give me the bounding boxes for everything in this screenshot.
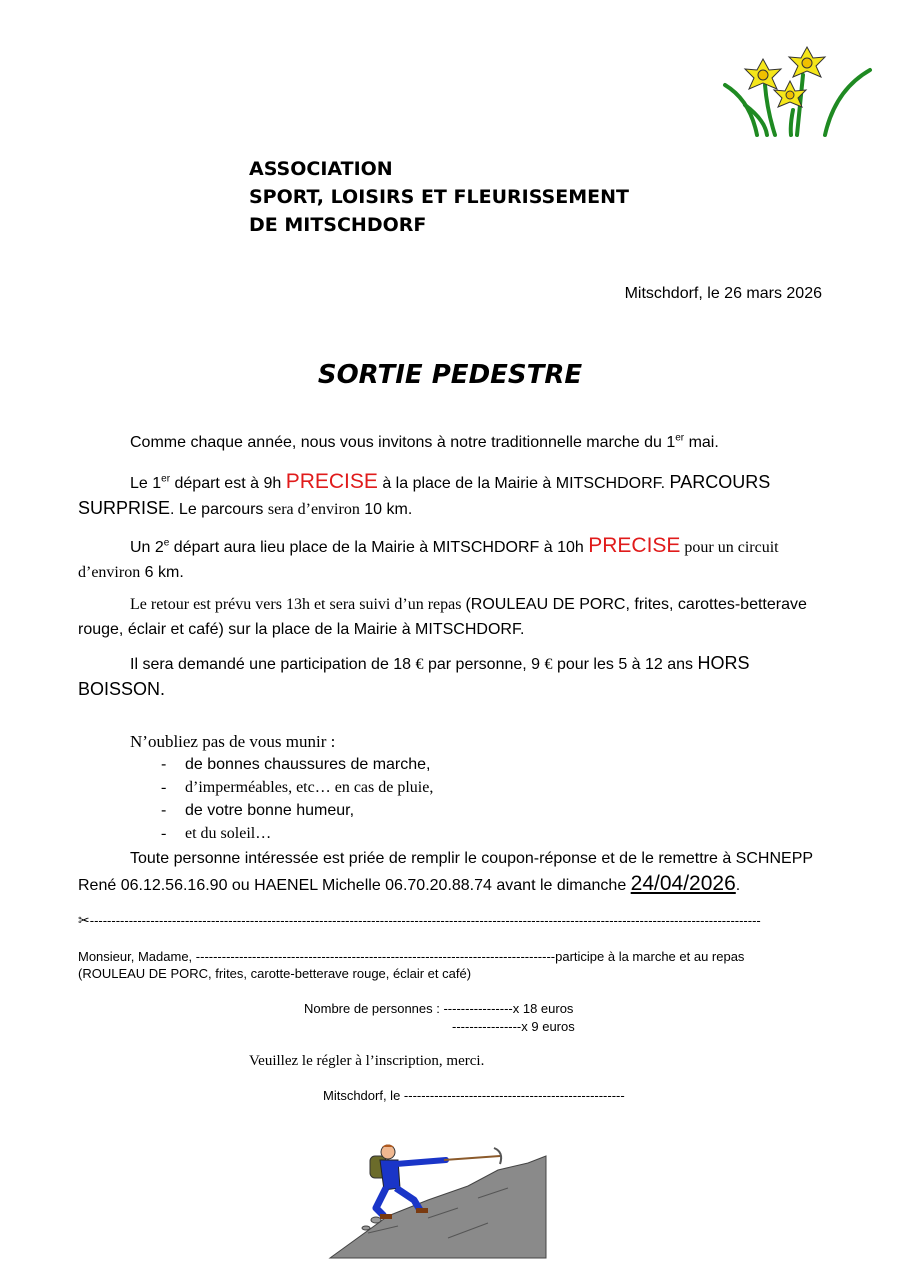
precise-emphasis: PRECISE [285,470,378,493]
list-item: - d’imperméables, etc… en cas de pluie, [161,779,434,796]
header-line-3: DE MITSCHDORF [249,214,427,236]
paragraph-1: Comme chaque année, nous vous invitons à notre traditionnelle marche du 1er mai. [130,432,719,451]
coupon-cut-line: ✂----------------------------------------------------------------------------------------------------------------------------------------------------------- [78,912,761,928]
date-line: Mitschdorf, le 26 mars 2026 [624,285,822,302]
precise-emphasis: PRECISE [588,534,681,557]
page-title: SORTIE PEDESTRE [317,360,583,390]
coupon-persons-child: ----------------x 9 euros [452,1019,575,1034]
scissors-icon: ✂ [78,912,90,928]
header-line-1: ASSOCIATION [249,158,393,180]
association-header [249,155,629,239]
climber-illustration [328,1138,550,1260]
paragraph-4: Le retour est prévu vers 13h et sera suivi d’un repas (ROULEAU DE PORC, frites, carottes-betterave rouge, éclair et café) sur la place de la Mairie à MITSCHDORF. [78,596,807,638]
paragraph-6: Toute personne intéressée est priée de remplir le coupon-réponse et de le remettre à SCHNEPP René 06.12.56.16.90 ou HAENEL Michelle 06.70.20.88.74 avant le dimanche 24/04/2026. [78,850,813,895]
signature-line: Mitschdorf, le --------------------------------------------------- [323,1088,625,1103]
paragraph-2: Le 1er départ est à 9h PRECISE à la place de la Mairie à MITSCHDORF. PARCOURS SURPRISE. Le parcours sera d’environ 10 km. [78,470,771,518]
paragraph-3: Un 2e départ aura lieu place de la Mairie à MITSCHDORF à 10h PRECISE pour un circuit d’environ 6 km. [78,534,779,581]
payment-note: Veuillez le régler à l’inscription, merci. [249,1053,485,1069]
coupon-persons-adult: Nombre de personnes : ----------------x 18 euros [304,1001,574,1016]
header-line-2: SPORT, LOISIRS ET FLEURISSEMENT [249,186,629,208]
equipment-list [130,730,433,845]
list-intro: N’oubliez pas de vous munir : [130,732,336,751]
list-item: - de votre bonne humeur, [161,802,355,819]
daffodils-illustration [705,45,875,140]
coupon-participation: Monsieur, Madame, -----------------------------------------------------------------------------------participe à la marche et au repas (ROULEAU DE PORC, frites, carotte-betterave rouge, éclair et café) [78,949,745,981]
list-item: - de bonnes chaussures de marche, [161,756,431,773]
deadline-date: 24/04/2026 [630,872,736,895]
paragraph-5: Il sera demandé une participation de 18 € par personne, 9 € pour les 5 à 12 ans HORS BOISSON. [78,653,750,699]
list-item: - et du soleil… [161,825,272,842]
